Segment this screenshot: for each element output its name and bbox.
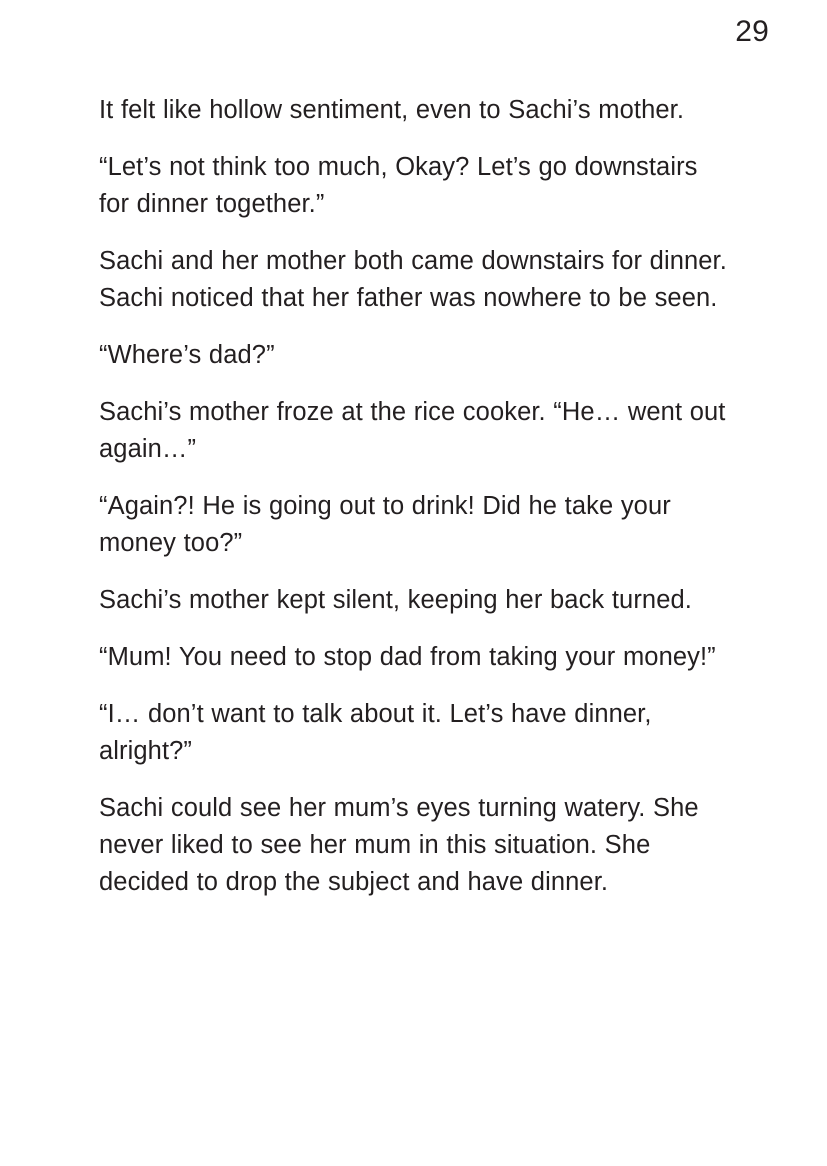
paragraph: It felt like hollow sentiment, even to Sachi’s mother.	[99, 96, 685, 124]
paragraph: Sachi and her mother both came downstairs for dinner. Sachi noticed that her father was nowhere to be seen.	[99, 247, 727, 312]
page-number: 29	[735, 15, 769, 48]
paragraph: Sachi’s mother froze at the rice cooker. “He… went out again…”	[99, 398, 726, 463]
paragraph: Sachi’s mother kept silent, keeping her back turned.	[99, 586, 692, 614]
paragraph: Sachi could see her mum’s eyes turning watery. She never liked to see her mum in this situation. She decided to drop the subject and have dinner.	[99, 794, 699, 896]
paragraph: “I… don’t want to talk about it. Let’s have dinner, alright?”	[99, 700, 652, 765]
paragraph: “Where’s dad?”	[99, 341, 275, 369]
page-body-text	[99, 92, 731, 901]
paragraph: “Again?! He is going out to drink! Did he take your money too?”	[99, 492, 671, 557]
paragraph: “Mum! You need to stop dad from taking your money!”	[99, 643, 716, 671]
paragraph: “Let’s not think too much, Okay? Let’s go downstairs for dinner together.”	[99, 153, 698, 218]
